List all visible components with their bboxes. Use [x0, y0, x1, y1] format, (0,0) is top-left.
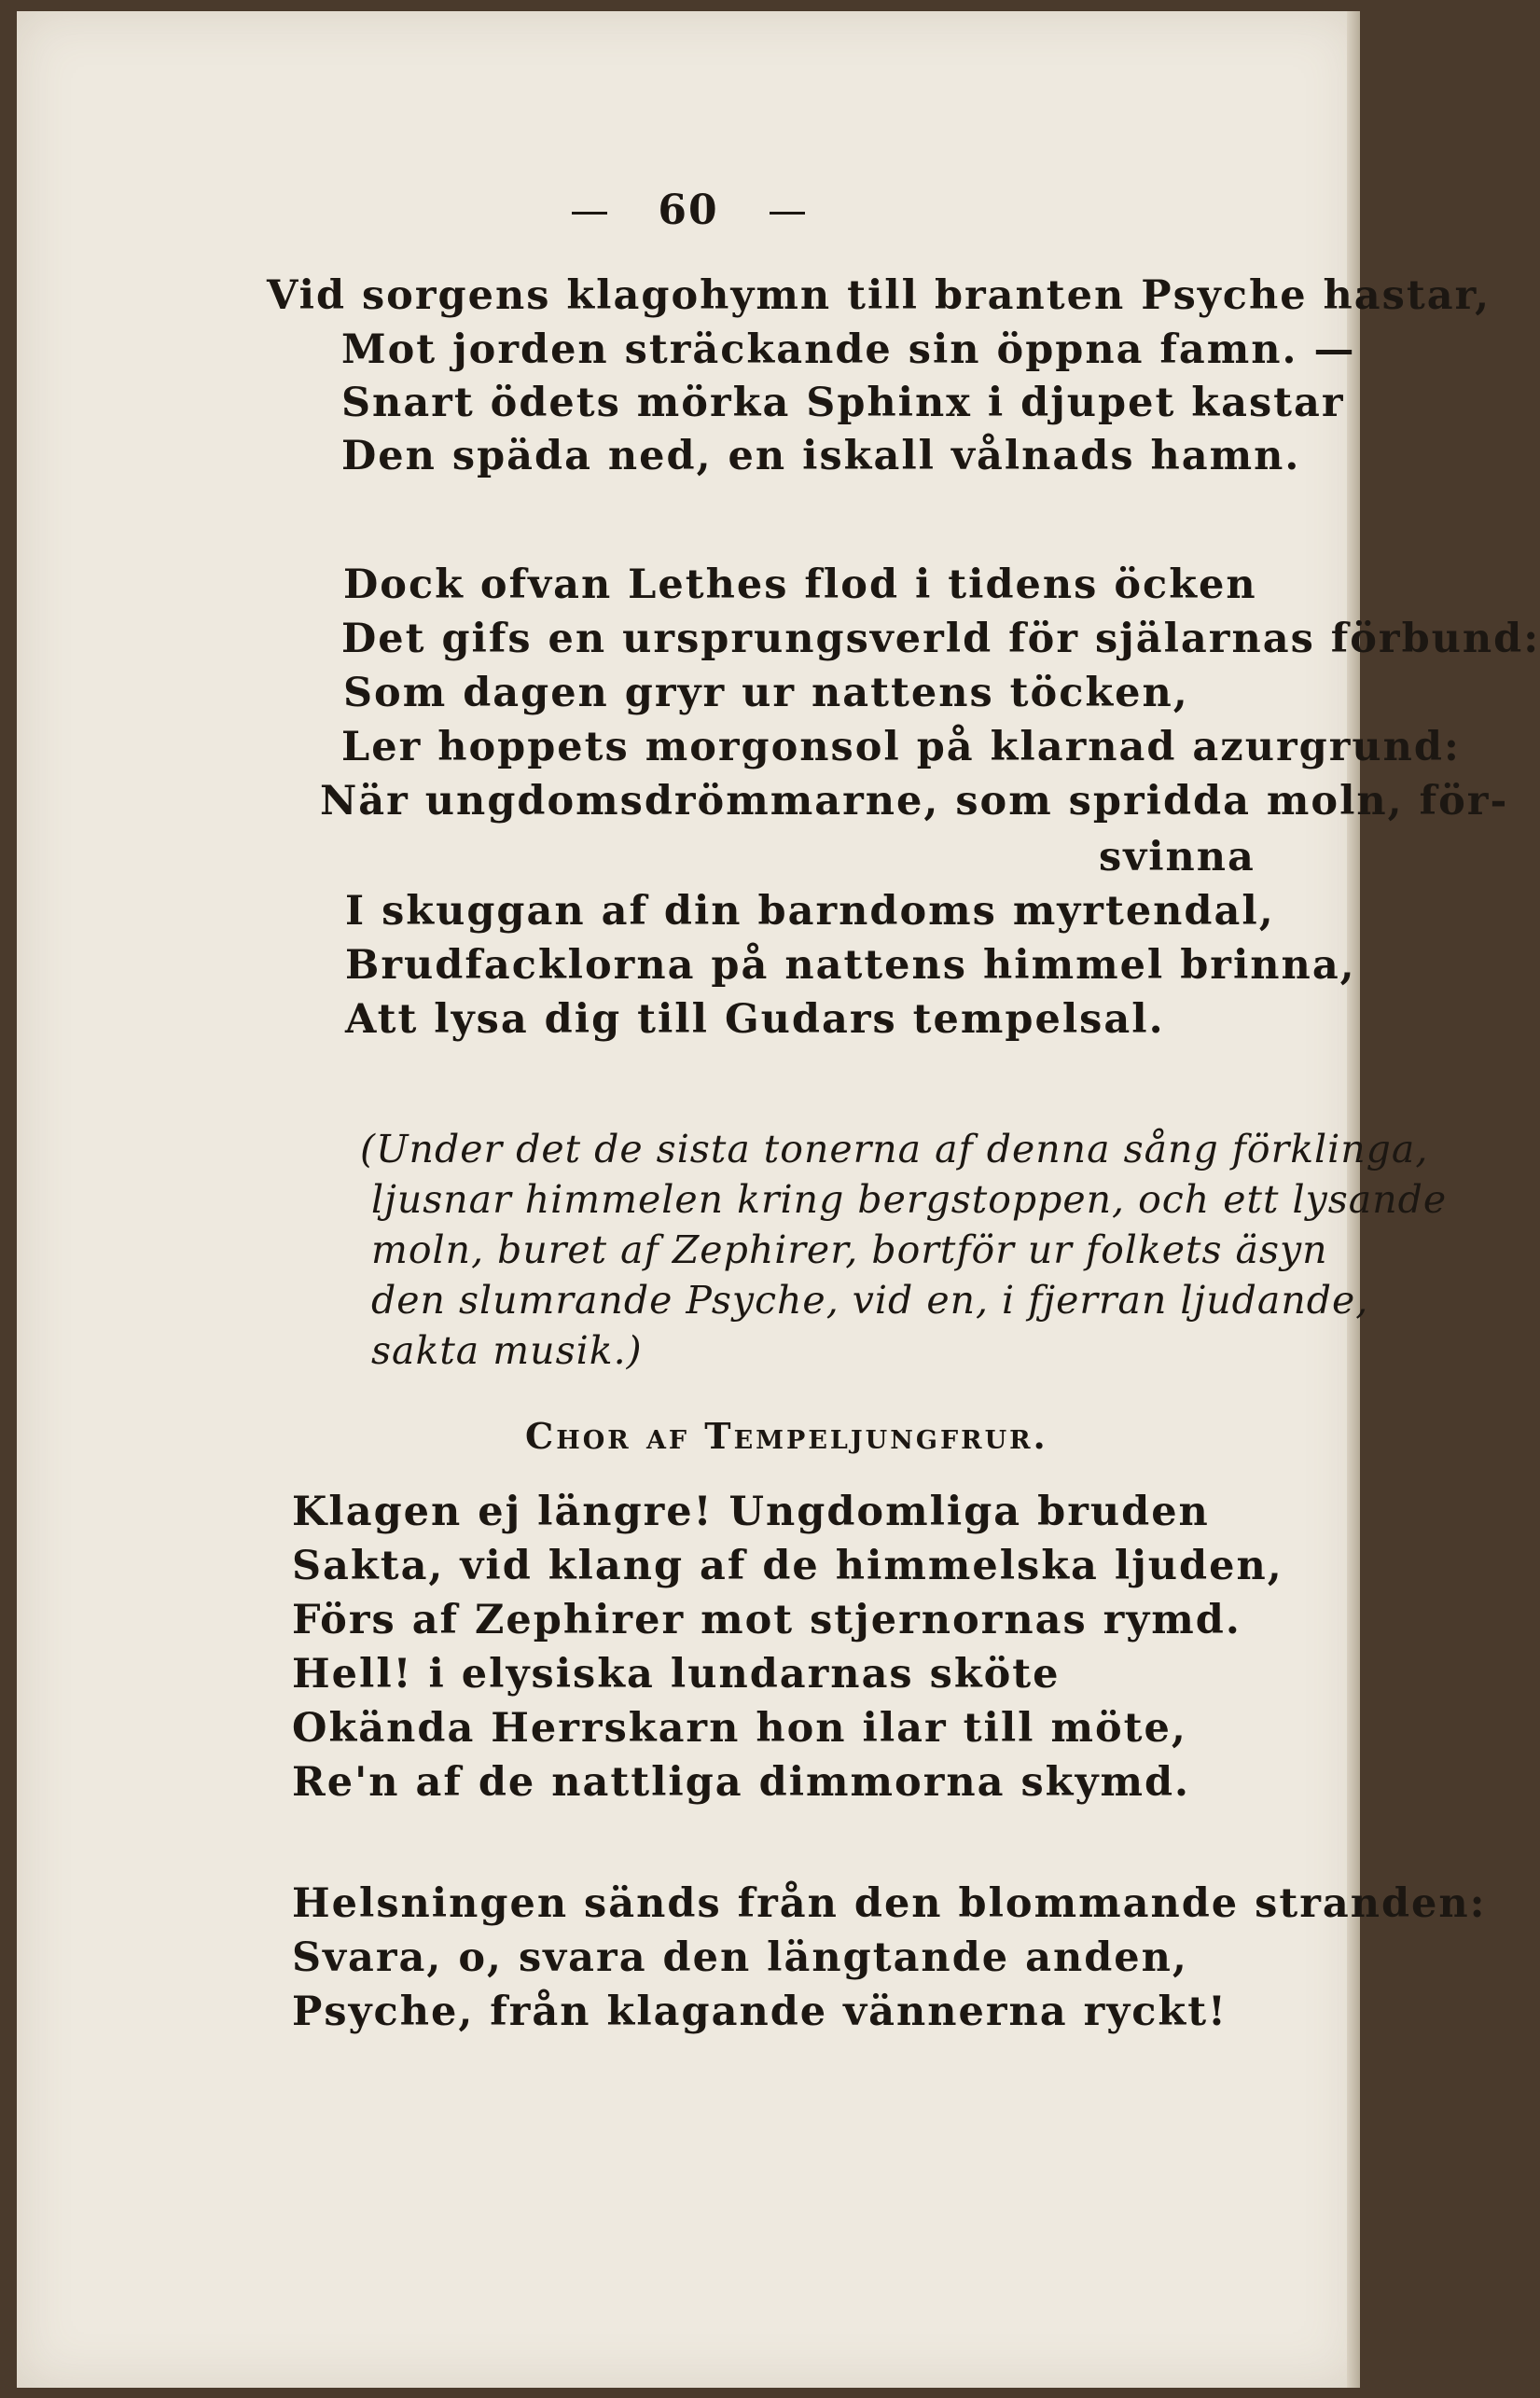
chorus-line: Helsningen sänds från den blommande stranden:	[292, 1880, 1487, 1927]
chorus-line: Re'n af de nattliga dimmorna skymd.	[292, 1759, 1190, 1806]
poem-line: Mot jorden sträckande sin öppna famn. —	[341, 326, 1356, 373]
poem-line: Den späda ned, en iskall vålnads hamn.	[341, 433, 1301, 479]
poem-line: Att lysa dig till Gudars tempelsal.	[345, 996, 1165, 1043]
book-page	[17, 11, 1540, 2388]
page-number	[17, 187, 1360, 234]
poem-line: Brudfacklorna på nattens himmel brinna,	[345, 942, 1356, 989]
poem-line: Det gifs en ursprungsverld för själarnas förbund:	[341, 616, 1540, 662]
stage-direction-line: sakta musik.)	[371, 1328, 643, 1373]
chorus-line: Klagen ej längre! Ungdomliga bruden	[292, 1489, 1210, 1535]
chorus-line: Psyche, från klagande vännerna ryckt!	[292, 1989, 1228, 2035]
poem-line: Dock ofvan Lethes flod i tidens öcken	[343, 561, 1257, 608]
dash-left	[572, 212, 607, 215]
stage-direction-line: (Under det de sista tonerna af denna sång förklinga,	[360, 1127, 1429, 1171]
chorus-line: Förs af Zephirer mot stjernornas rymd.	[292, 1597, 1242, 1643]
chorus-line: Okända Herrskarn hon ilar till möte,	[292, 1705, 1187, 1752]
stage-direction-line: den slumrande Psyche, vid en, i fjerran ljudande,	[371, 1278, 1369, 1323]
poem-line: I skuggan af din barndoms myrtendal,	[345, 888, 1275, 935]
poem-line: Vid sorgens klagohymn till branten Psyche hastar,	[267, 272, 1491, 319]
stage-direction-line: ljusnar himmelen kring bergstoppen, och ett lysande	[371, 1177, 1448, 1222]
chorus-line: Hell! i elysiska lundarnas sköte	[292, 1651, 1061, 1698]
poem-line: Ler hoppets morgonsol på klarnad azurgrund:	[341, 724, 1461, 770]
poem-line: När ungdomsdrömmarne, som spridda moln, för-	[320, 778, 1509, 825]
poem-line-continuation: svinna	[1099, 834, 1256, 880]
chorus-heading: Chor af Tempeljungfrur.	[525, 1415, 1048, 1457]
poem-line: Snart ödets mörka Sphinx i djupet kastar	[341, 380, 1345, 426]
stage-direction-line: moln, buret af Zephirer, bortför ur folkets äsyn	[371, 1227, 1328, 1272]
dash-right	[770, 212, 805, 215]
page-number-text: 60	[658, 187, 719, 234]
chorus-line: Sakta, vid klang af de himmelska ljuden,	[292, 1543, 1283, 1589]
poem-line: Som dagen gryr ur nattens töcken,	[343, 670, 1189, 716]
chorus-line: Svara, o, svara den längtande anden,	[292, 1934, 1188, 1981]
